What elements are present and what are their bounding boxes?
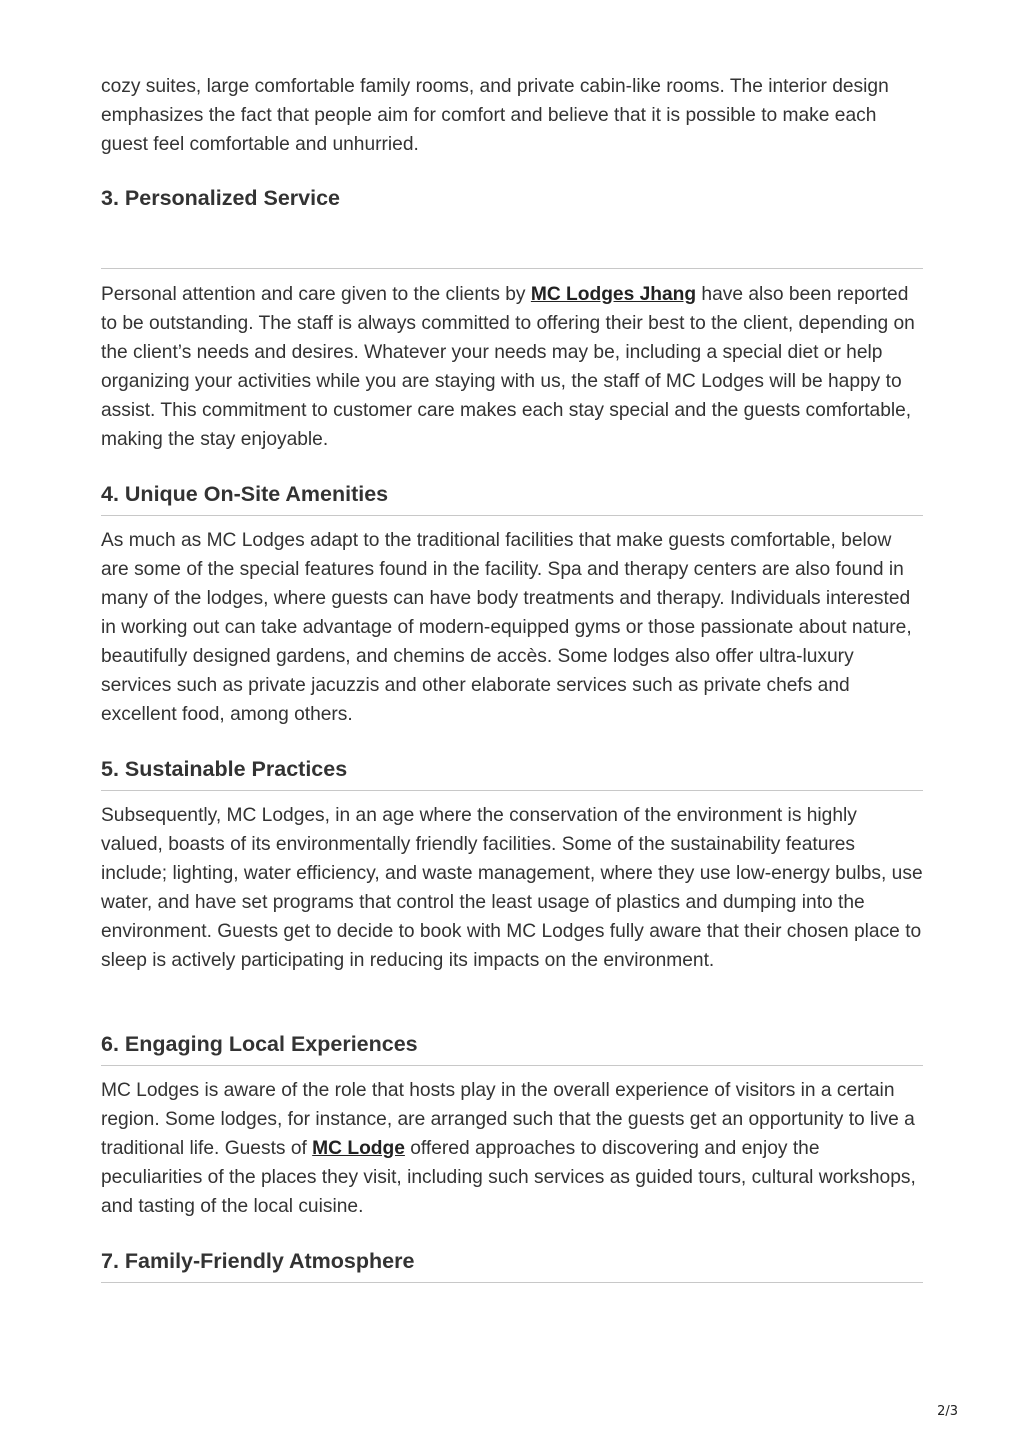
section-heading: 3. Personalized Service (101, 186, 341, 210)
section-paragraph (101, 280, 923, 454)
section-paragraph (101, 1076, 923, 1221)
section-paragraph: Subsequently, MC Lodges, in an age where the conservation of the environment is highly valued, boasts of its environmentally friendly facilities. Some of the sustainability features include; lighting, water efficiency, and waste management, where they use low-energy bulbs, use water, and have set programs that control the least usage of plastics and dumping into the environment. Guests get to decide to book with MC Lodges fully aware that their chosen place to sleep is actively participating in reducing its impacts on the environment. (101, 805, 923, 971)
section-body (101, 526, 923, 729)
section-sustainable-practices (101, 756, 923, 782)
section-body (101, 280, 923, 454)
section-heading: 6. Engaging Local Experiences (101, 1032, 418, 1056)
section-body (101, 1076, 923, 1221)
section-divider (101, 268, 923, 269)
section-divider (101, 1065, 923, 1066)
page-number: 2/3 (937, 1404, 958, 1419)
paragraph-text: offered approaches to discovering and enjoy the peculiarities of the places they visit, including such services as guided tours, cultural workshops, and tasting of the local cuisine. (101, 1138, 916, 1217)
section-heading: 4. Unique On-Site Amenities (101, 482, 389, 506)
section-local-experiences (101, 1031, 923, 1057)
mc-lodges-jhang-link[interactable]: MC Lodges Jhang (530, 284, 697, 305)
section-paragraph: As much as MC Lodges adapt to the traditional facilities that make guests comfortable, below are some of the special features found in the facility. Spa and therapy centers are also found in many of the lodges, where guests can have body treatments and therapy. Individuals interested in working out can take advantage of modern-equipped gyms or those passionate about nature, beautifully designed gardens, and chemins de accès. Some lodges also offer ultra-luxury services such as private jacuzzis and other elaborate services such as private chefs and excellent food, among others. (101, 530, 912, 725)
section-unique-amenities (101, 481, 923, 507)
section-family-friendly (101, 1248, 923, 1274)
section-divider (101, 790, 923, 791)
paragraph-text: Personal attention and care given to the clients by (101, 284, 531, 305)
intro-paragraph: cozy suites, large comfortable family rooms, and private cabin-like rooms. The interior design emphasizes the fact that people aim for comfort and believe that it is possible to make each guest feel comfortable and unhurried. (101, 76, 889, 155)
section-personalized-service (101, 185, 923, 211)
section-divider (101, 1282, 923, 1283)
section-divider (101, 515, 923, 516)
paragraph-text: have also been reported to be outstanding. The staff is always committed to offering their best to the client, depending on the client’s needs and desires. Whatever your needs may be, including a special diet or help organizing your activities while you are staying with us, the staff of MC Lodges will be happy to assist. This commitment to customer care makes each stay special and the guests comfortable, making the stay enjoyable. (101, 284, 915, 450)
section-body (101, 801, 923, 975)
section-heading: 5. Sustainable Practices (101, 757, 348, 781)
mc-lodge-link[interactable]: MC Lodge (312, 1138, 405, 1159)
intro-section (101, 72, 923, 159)
paragraph-text: MC Lodges is aware of the role that hosts play in the overall experience of visitors in a certain region. Some lodges, for instance, are arranged such that the guests get an opportunity to live a traditional life. Guests of (101, 1080, 915, 1159)
section-heading: 7. Family-Friendly Atmosphere (101, 1249, 415, 1273)
